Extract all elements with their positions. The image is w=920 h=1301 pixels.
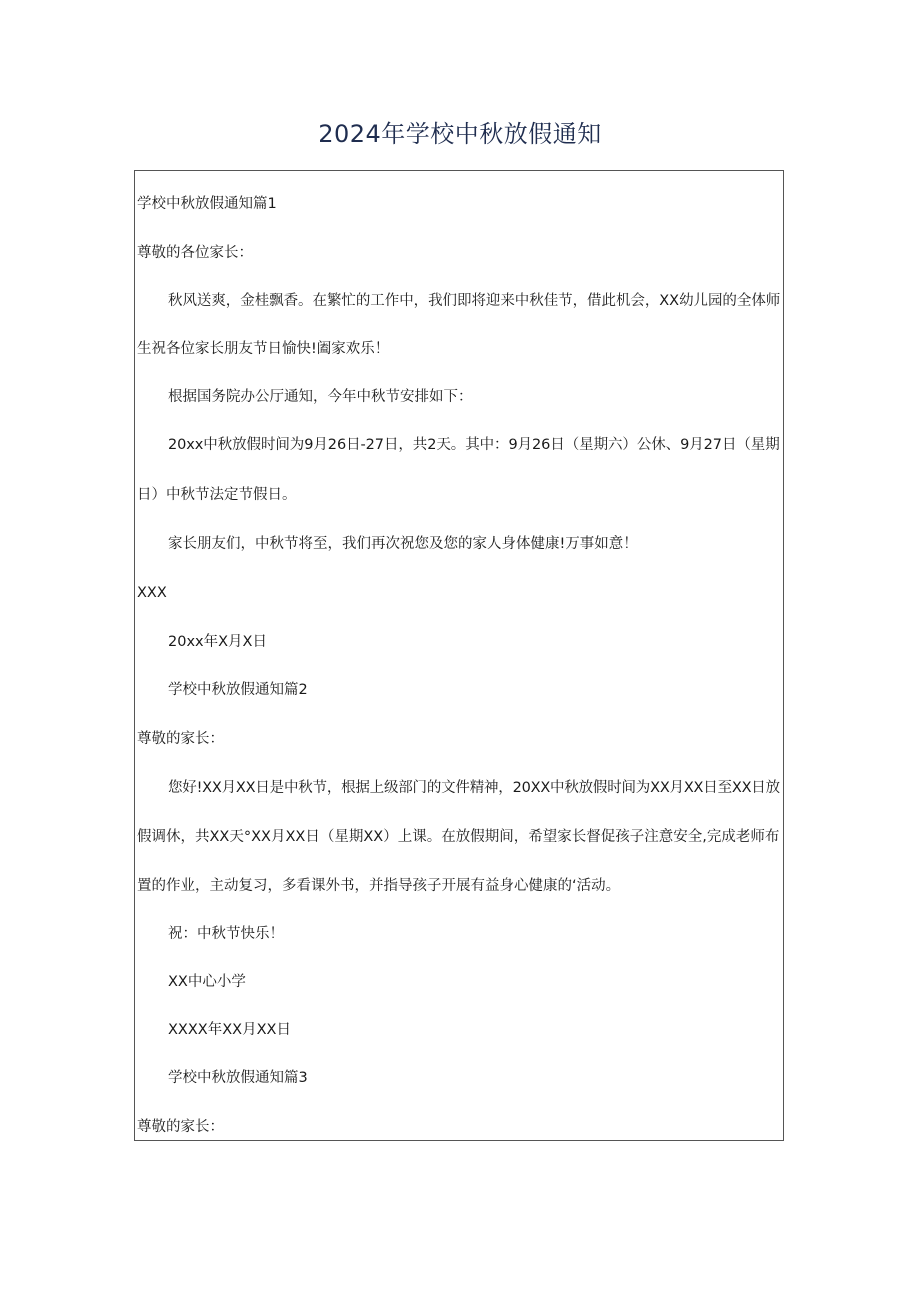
signature: XX中心小学: [168, 974, 246, 990]
salutation: 尊敬的家长：: [137, 731, 224, 747]
document-title: 2024年学校中秋放假通知: [318, 120, 602, 148]
paragraph-line: 置的作业，主动复习，多看课外书，并指导孩子开展有益身心健康的‘活动。: [137, 878, 621, 894]
greeting-line: 祝：中秋节快乐！: [168, 926, 284, 942]
paragraph-line: 您好!XX月XX日是中秋节，根据上级部门的文件精神，20XX中秋放假时间为XX月XX日至XX日放: [168, 780, 780, 796]
section-heading-1: 学校中秋放假通知篇1: [137, 196, 277, 212]
paragraph-line: 根据国务院办公厅通知，今年中秋节安排如下：: [168, 389, 473, 405]
notice-content-box: [134, 170, 784, 1141]
paragraph-line: 假调休，共XX天°XX月XX日（星期XX）上课。在放假期间，希望家长督促孩子注意安全,完成老师布: [137, 829, 780, 845]
paragraph-line: 生祝各位家长朋友节日愉快!阖家欢乐！: [137, 341, 390, 357]
paragraph-line: 家长朋友们，中秋节将至，我们再次祝您及您的家人身体健康!万事如意！: [168, 536, 638, 552]
salutation: 尊敬的各位家长：: [137, 245, 253, 261]
paragraph-line: 秋风送爽，金桂飘香。在繁忙的工作中，我们即将迎来中秋佳节，借此机会，XX幼儿园的全体师: [168, 293, 781, 309]
section-heading-3: 学校中秋放假通知篇3: [168, 1070, 308, 1086]
paragraph-line: 日）中秋节法定节假日。: [137, 487, 297, 503]
date-line: XXXX年XX月XX日: [168, 1022, 291, 1038]
section-heading-2: 学校中秋放假通知篇2: [168, 682, 308, 698]
signature: XXX: [137, 585, 167, 601]
date-line: 20xx年X月X日: [168, 634, 267, 650]
salutation: 尊敬的家长：: [137, 1119, 224, 1135]
paragraph-line: 20xx中秋放假时间为9月26日-27日，共2天。其中：9月26日（星期六）公休、9月27日（星期: [168, 437, 780, 453]
